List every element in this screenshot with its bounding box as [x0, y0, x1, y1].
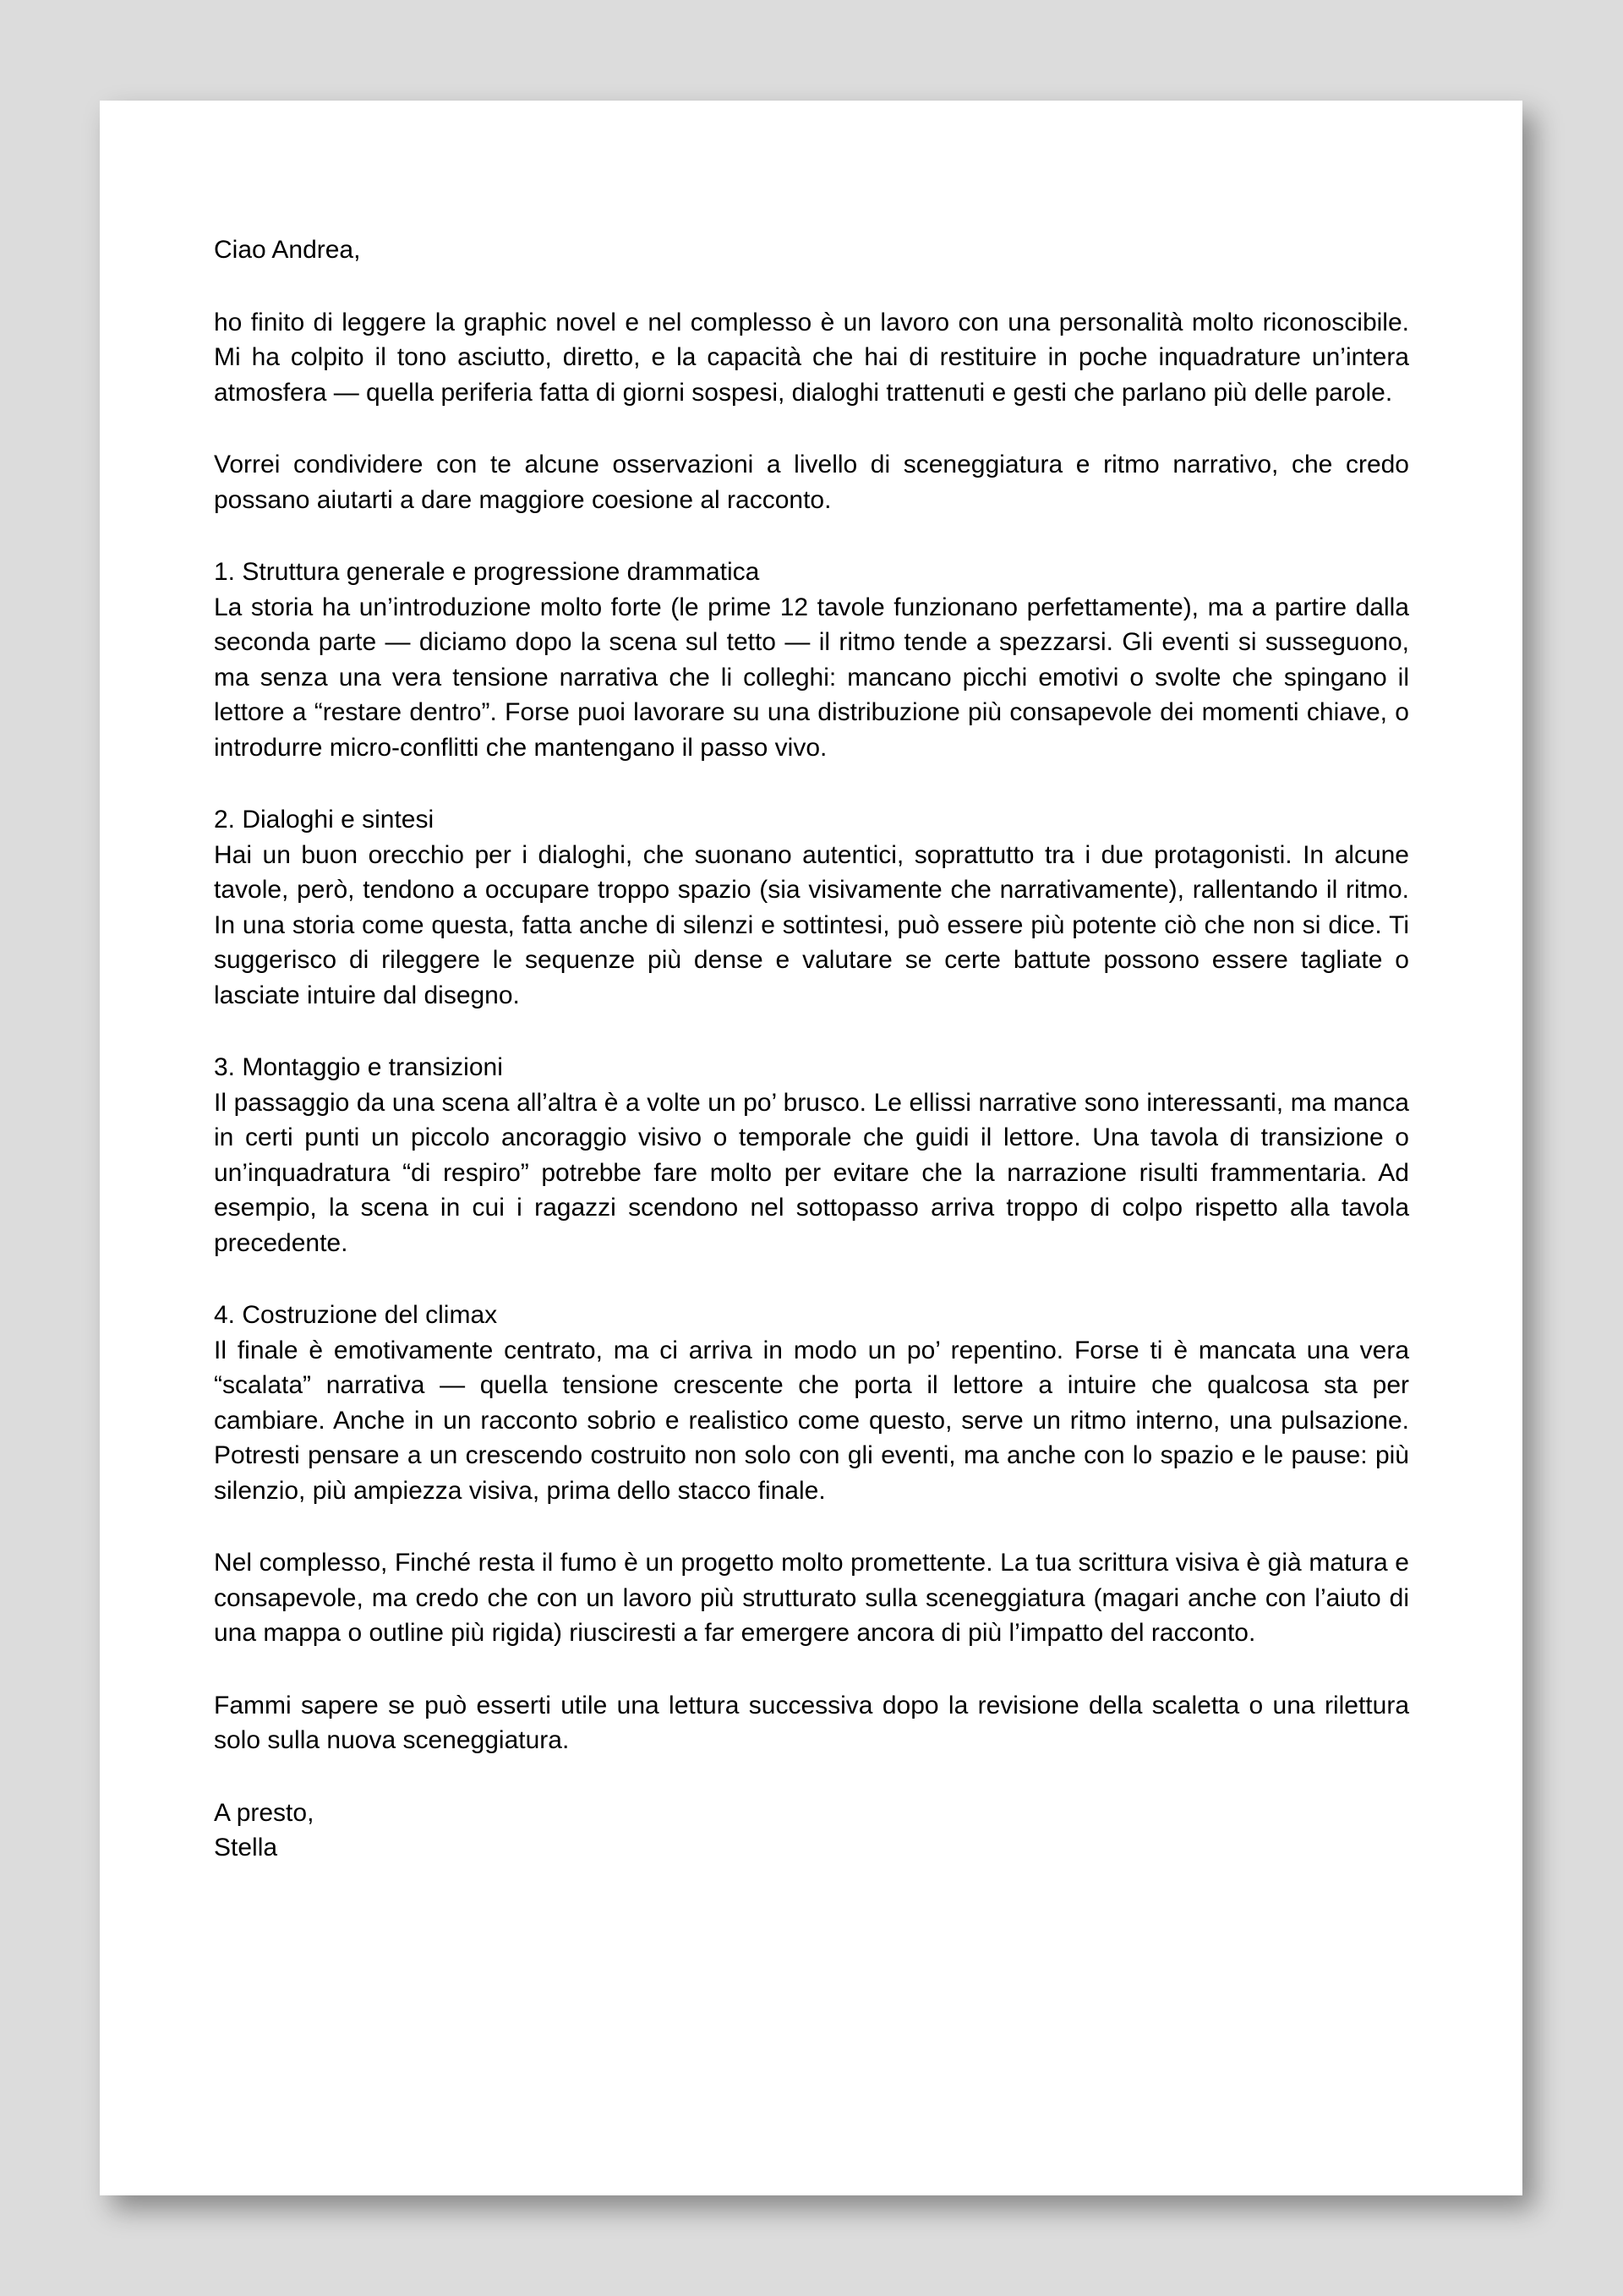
- signature-name: Stella: [214, 1834, 278, 1861]
- letter-body: [214, 232, 1409, 1866]
- outro-paragraph-2: Fammi sapere se può esserti utile una lettura successiva dopo la revisione della scaletta o una rilettura solo sulla nuova sceneggiatura.: [214, 1691, 1409, 1754]
- section-structure-body: La storia ha un’introduzione molto forte (le prime 12 tavole funzionano perfettamente), ma a partire dalla seconda parte — diciamo dopo la scena sul tetto — il ritmo tende a spezzarsi. Gli eventi si susseguono, ma senza una vera tensione narrativa che li colleghi: mancano picchi emotivi o svolte che spingano il lettore a “restare dentro”. Forse puoi lavorare su una distribuzione più consapevole dei momenti chiave, o introdurre micro-conflitti che mantengano il passo vivo.: [214, 593, 1409, 762]
- section-structure: [214, 555, 1409, 765]
- section-dialoghi-body: Hai un buon orecchio per i dialoghi, che suonano autentici, soprattutto tra i due protagonisti. In alcune tavole, però, tendono a occupare troppo spazio (sia visivamente che narrativamente), rallentando il ritmo. In una storia come questa, fatta anche di silenzi e sottintesi, può essere più potente ciò che non si dice. Ti suggerisco di rileggere le sequenze più dense e valutare se certe battute possono essere tagliate o lasciate intuire dal disegno.: [214, 840, 1409, 1009]
- section-structure-title: 1. Struttura generale e progressione drammatica: [214, 558, 760, 586]
- section-montaggio: [214, 1050, 1409, 1260]
- section-climax-title: 4. Costruzione del climax: [214, 1301, 498, 1329]
- signoff-block: [214, 1796, 1409, 1866]
- section-climax-body: Il finale è emotivamente centrato, ma ci arriva in modo un po’ repentino. Forse ti è mancata una vera “scalata” narrativa — quella tensione crescente che porta il lettore a intuire che qualcosa sta per cambiare. Anche in un racconto sobrio e realistico come questo, serve un ritmo interno, una pulsazione. Potresti pensare a un crescendo costruito non solo con gli eventi, ma anche con lo spazio e le pause: più silenzio, più ampiezza visiva, prima dello stacco finale.: [214, 1336, 1409, 1505]
- section-dialoghi-title: 2. Dialoghi e sintesi: [214, 806, 434, 834]
- section-dialoghi: [214, 802, 1409, 1013]
- section-montaggio-title: 3. Montaggio e transizioni: [214, 1053, 503, 1081]
- greeting: Ciao Andrea,: [214, 236, 361, 264]
- signoff-phrase: A presto,: [214, 1798, 314, 1827]
- letter-page: [100, 101, 1522, 2195]
- intro-paragraph-2: Vorrei condividere con te alcune osservazioni a livello di sceneggiatura e ritmo narrativo, che credo possano aiutarti a dare maggiore coesione al racconto.: [214, 451, 1409, 514]
- section-montaggio-body: Il passaggio da una scena all’altra è a volte un po’ brusco. Le ellissi narrative sono interessanti, ma manca in certi punti un piccolo ancoraggio visivo o temporale che guidi il lettore. Una tavola di transizione o un’inquadratura “di respiro” potrebbe fare molto per evitare che la narrazione risulti frammentaria. Ad esempio, la scena in cui i ragazzi scendono nel sottopasso arriva troppo di colpo rispetto alla tavola precedente.: [214, 1088, 1409, 1257]
- section-climax: [214, 1298, 1409, 1508]
- intro-paragraph-1: ho finito di leggere la graphic novel e nel complesso è un lavoro con una personalità molto riconoscibile. Mi ha colpito il tono asciutto, diretto, e la capacità che hai di restituire in poche inquadrature un’intera atmosfera — quella periferia fatta di giorni sospesi, dialoghi trattenuti e gesti che parlano più delle parole.: [214, 308, 1409, 407]
- outro-paragraph-1: Nel complesso, Finché resta il fumo è un progetto molto promettente. La tua scrittura visiva è già matura e consapevole, ma credo che con un lavoro più strutturato sulla sceneggiatura (magari anche con l’aiuto di una mappa o outline più rigida) riusciresti a far emergere ancora di più l’impatto del racconto.: [214, 1549, 1409, 1647]
